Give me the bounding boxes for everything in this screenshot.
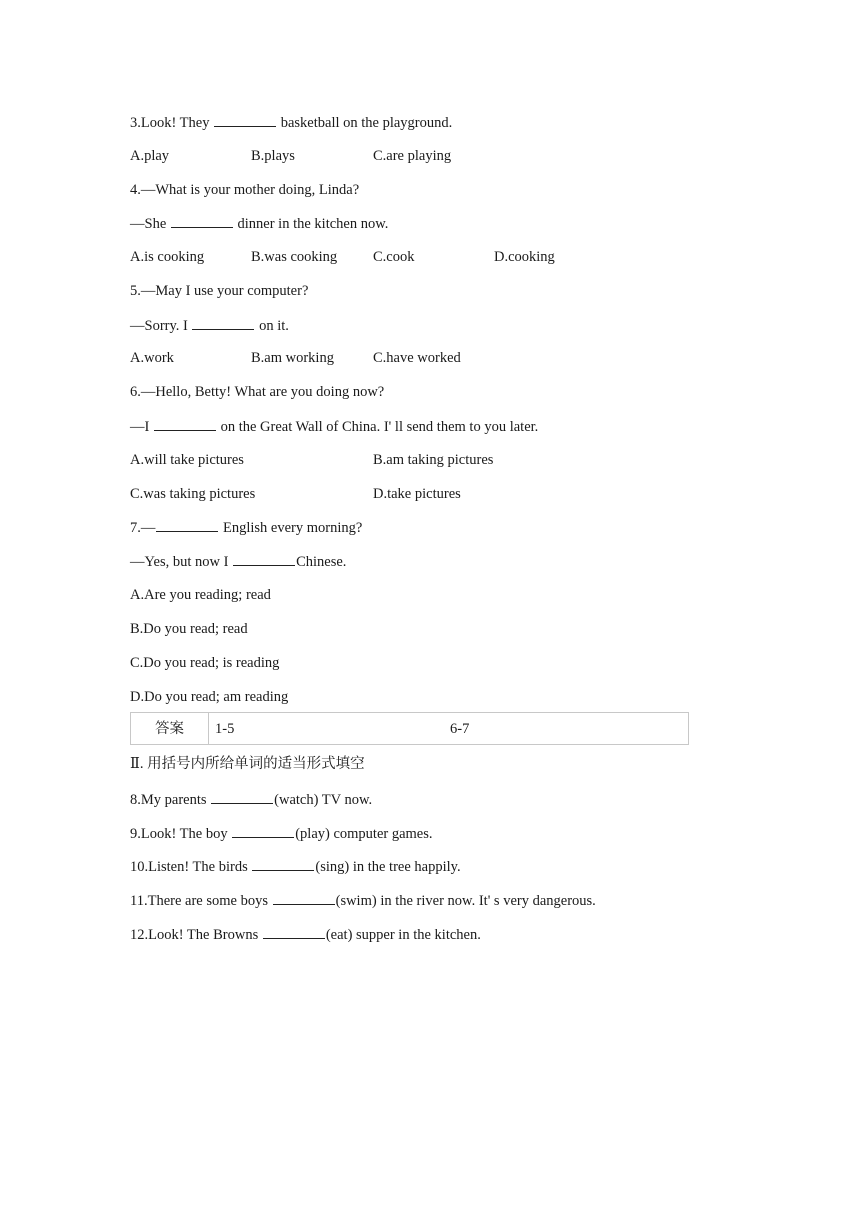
q4-line-1: 4.—What is your mother doing, Linda? <box>130 182 360 198</box>
q7-option-c: C.Do you read; is reading <box>130 655 280 671</box>
answer-blank <box>171 214 233 228</box>
fill-item-12 <box>130 925 481 944</box>
q4-option-c: C.cook <box>373 249 415 265</box>
q3-option-a: A.play <box>130 148 170 164</box>
answer-blank <box>192 316 254 330</box>
answer-blank <box>232 824 294 838</box>
q4-option-b: B.was cooking <box>251 249 338 265</box>
answer-blank <box>252 857 314 871</box>
q7-text-before: 7.— <box>130 520 156 536</box>
q7-option-a: A.Are you reading; read <box>130 587 271 603</box>
item-text-after: (sing) in the tree happily. <box>315 859 461 875</box>
q5-option-a: A.work <box>130 350 174 366</box>
q3-text-before: 3.Look! They <box>130 115 210 131</box>
q6-text-after: on the Great Wall of China. I' ll send them to you later. <box>220 419 539 435</box>
item-text-before: 11.There are some boys <box>130 893 268 909</box>
answer-table <box>130 712 689 745</box>
answer-blank <box>233 552 295 566</box>
q7-line2-after: Chinese. <box>296 554 347 570</box>
answer-blank <box>154 417 216 431</box>
q5-text-before: —Sorry. I <box>130 318 188 334</box>
q6-option-b: B.am taking pictures <box>373 452 494 468</box>
answer-range-6-7: 6-7 <box>450 721 470 737</box>
item-text-before: 12.Look! The Browns <box>130 927 259 943</box>
q5-option-b: B.am working <box>251 350 334 366</box>
q4-text-after: dinner in the kitchen now. <box>237 216 389 232</box>
q6-option-c: C.was taking pictures <box>130 486 256 502</box>
q4-text-before: —She <box>130 216 167 232</box>
q6-line-2 <box>130 417 538 436</box>
q3-option-c: C.are playing <box>373 148 452 164</box>
q5-option-c: C.have worked <box>373 350 461 366</box>
item-text-before: 9.Look! The boy <box>130 826 228 842</box>
q7-line-2 <box>130 552 346 571</box>
answer-range-1-5: 1-5 <box>215 721 235 737</box>
fill-item-10 <box>130 857 461 876</box>
q5-text-after: on it. <box>259 318 289 334</box>
q5-line-2 <box>130 316 289 335</box>
q6-option-d: D.take pictures <box>373 486 461 502</box>
q7-line2-before: —Yes, but now I <box>130 554 229 570</box>
answer-blank <box>156 518 218 532</box>
item-text-after: (play) computer games. <box>295 826 433 842</box>
q7-option-b: B.Do you read; read <box>130 621 248 637</box>
fill-item-8 <box>130 790 372 809</box>
answer-blank <box>211 790 273 804</box>
q3-text-after: basketball on the playground. <box>280 115 453 131</box>
q7-text-after: English every morning? <box>223 520 363 536</box>
item-text-after: (eat) supper in the kitchen. <box>325 927 481 943</box>
item-text-after: (watch) TV now. <box>274 792 373 808</box>
q3-option-b: B.plays <box>251 148 295 164</box>
q6-line-1: 6.—Hello, Betty! What are you doing now? <box>130 384 385 400</box>
answer-blank <box>273 891 335 905</box>
fill-item-11 <box>130 891 596 910</box>
item-text-before: 10.Listen! The birds <box>130 859 248 875</box>
item-text-before: 8.My parents <box>130 792 207 808</box>
section-2-title: Ⅱ. 用括号内所给单词的适当形式填空 <box>130 756 365 772</box>
question-3-stem <box>130 113 452 132</box>
answer-blank <box>214 113 276 127</box>
q5-line-1: 5.—May I use your computer? <box>130 283 309 299</box>
q7-option-d: D.Do you read; am reading <box>130 689 289 705</box>
answer-label: 答案 <box>155 721 184 737</box>
q6-text-before: —I <box>130 419 150 435</box>
answer-blank <box>263 925 325 939</box>
q4-line-2 <box>130 214 388 233</box>
item-text-after: (swim) in the river now. It' s very dangerous. <box>335 893 596 909</box>
fill-item-9 <box>130 824 433 843</box>
q4-option-a: A.is cooking <box>130 249 205 265</box>
q7-line-1 <box>130 518 362 537</box>
q6-option-a: A.will take pictures <box>130 452 244 468</box>
q4-option-d: D.cooking <box>494 249 555 265</box>
